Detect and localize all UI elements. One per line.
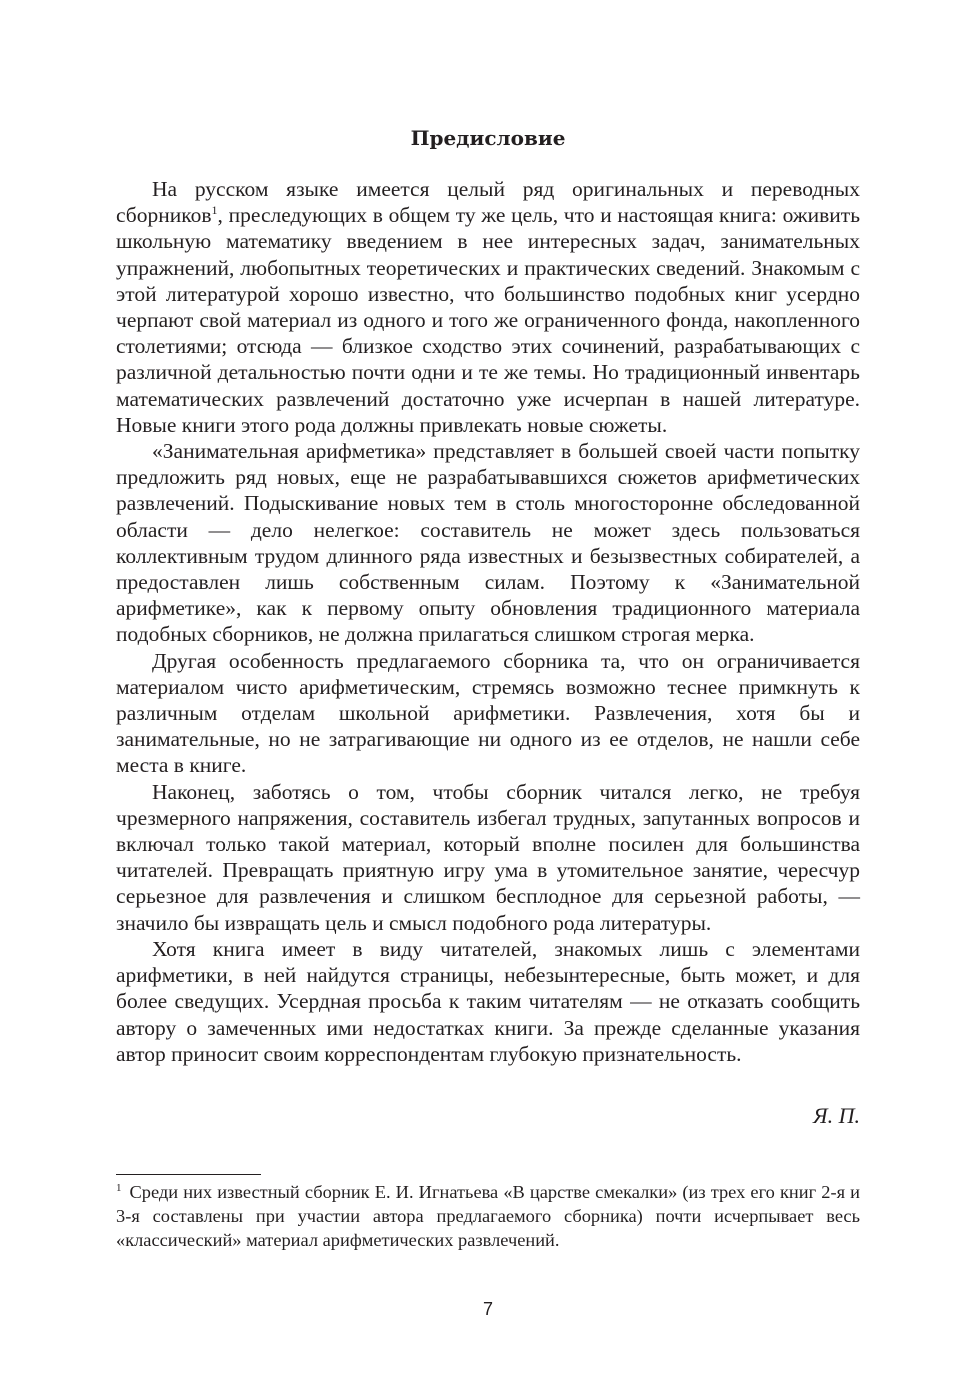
paragraph-2: «Занимательная арифметика» представляет в большей своей части попытку предложить ряд новых, еще не разрабатывавшихся сюжетов арифметических развлечений. Подыскивание новых тем в столь многосторонне обследованной области — дело нелегкое: составитель не может здесь пользоваться коллективным трудом длинного ряда известных и безызвестных собирателей, а предоставлен лишь собственным силам. Поэтому к «Занимательной арифметике», как к первому опыту обновления традиционного материала подобных сборников, не должна прилагаться слишком строгая мерка. xyxy=(116,439,860,647)
footnote-number: 1 xyxy=(116,1181,122,1194)
paragraph-1-start: На русском языке имеется целый ряд оригинальных и переводных сборников xyxy=(116,177,860,228)
paragraph-1 xyxy=(116,176,860,438)
page-title: Предисловие xyxy=(410,126,566,150)
author-signature: Я. П. xyxy=(813,1103,860,1128)
page-number: 7 xyxy=(482,1299,493,1319)
preface-body xyxy=(116,176,860,1067)
footnote-text: Среди них известный сборник Е. И. Игнатьева «В царстве смекалки» (из трех его книг 2-я и 3-я составлены при участии автора предлагаемого сборника) почти исчерпывает весь «классический» материал арифметических развлечений. xyxy=(116,1182,860,1250)
paragraph-5: Хотя книга имеет в виду читателей, знакомых лишь с элементами арифметики, в ней найдутся страницы, небезынтересные, быть может, и для более сведущих. Усердная просьба к таким читателям — не отказать сообщить автору о замеченных ими недостатках книги. За прежде сделанные указания автор приносит своим корреспондентам глубокую признательность. xyxy=(116,936,860,1066)
footnote xyxy=(116,1180,860,1252)
footnote-divider xyxy=(116,1174,261,1175)
footnote-reference[interactable]: 1 xyxy=(211,203,218,218)
paragraph-1-rest: , преследующих в общем ту же цель, что и настоящая книга: оживить школьную математику введением в нее интересных задач, занимательных упражнений, любопытных теоретических и практических сведений. Знакомым с этой литературой хорошо известно, что большинство подобных книг усердно черпают свой материал из одного и того же ограниченного фонда, накопленного столетиями; отсюда — близкое сходство этих сочинений, разрабатывающих с различной детальностью почти одни и те же темы. Но традиционный инвентарь математических развлечений достаточно уже исчерпан в нашей литературе. Новые книги этого рода должны привлекать новые сюжеты. xyxy=(116,203,860,437)
paragraph-4: Наконец, заботясь о том, чтобы сборник читался легко, не требуя чрезмерного напряжения, составитель избегал трудных, запутанных вопросов и включал только такой материал, который вполне посилен для большинства читателей. Превращать приятную игру ума в утомительное занятие, чересчур серьезное для развлечения и слишком бесплодное для серьезной работы, — значило бы извращать цель и смысл подобного рода литературы. xyxy=(116,779,860,935)
paragraph-3: Другая особенность предлагаемого сборника та, что он ограничивается материалом чисто арифметическим, стремясь возможно теснее примкнуть к различным отделам школьной арифметики. Развлечения, хотя бы и занимательные, но не затрагивающие ни одного из ее отделов, не нашли себе места в книге. xyxy=(116,648,860,778)
